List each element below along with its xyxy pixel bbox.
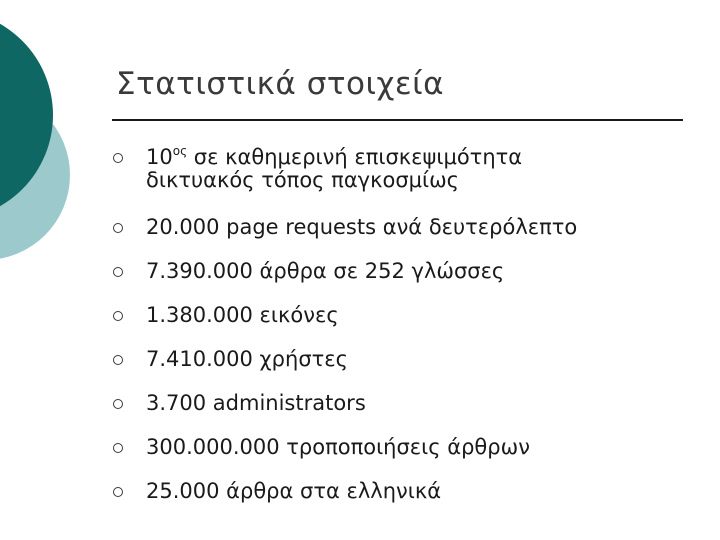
bullet-text: 300.000.000 τροποποιήσεις άρθρων <box>146 435 530 459</box>
bullet-text-line2: δικτυακός τόπος παγκοσμίως <box>146 168 460 192</box>
bullet-text: 7.390.000 άρθρα σε 252 γλώσσες <box>146 259 505 283</box>
bullet-item <box>112 436 692 459</box>
bullet-text: 1.380.000 εικόνες <box>146 303 339 327</box>
bullet-item <box>112 216 692 239</box>
bullet-circle-icon <box>113 355 123 365</box>
bullet-text: 25.000 άρθρα στα ελληνικά <box>146 479 442 503</box>
bullet-circle-icon <box>113 443 123 453</box>
bullet-circle-icon <box>113 223 123 233</box>
bullet-item <box>112 146 692 192</box>
bullet-circle-icon <box>113 153 123 163</box>
title-divider <box>112 119 683 121</box>
bullet-circle-icon <box>113 487 123 497</box>
bullet-circle-icon <box>113 311 123 321</box>
bullet-item <box>112 304 692 327</box>
bullet-text <box>146 146 692 169</box>
rank-superscript: ος <box>172 144 188 158</box>
bullet-list <box>112 146 692 503</box>
bullet-text: 7.410.000 χρήστες <box>146 347 348 371</box>
bullet-circle-icon <box>113 399 123 409</box>
bullet-text-rest: σε καθημερινή επισκεψιμότητα <box>187 145 523 169</box>
bullet-text: 3.700 administrators <box>146 391 366 415</box>
bullet-item <box>112 260 692 283</box>
bullet-item <box>112 348 692 371</box>
bullet-circle-icon <box>113 267 123 277</box>
bullet-item <box>112 392 692 415</box>
bullet-item <box>112 480 692 503</box>
bullet-text: 20.000 page requests ανά δευτερόλεπτο <box>146 215 578 239</box>
rank-number: 10 <box>146 145 173 169</box>
slide-title: Στατιστικά στοιχεία <box>116 66 445 102</box>
decorative-circles <box>0 0 90 300</box>
